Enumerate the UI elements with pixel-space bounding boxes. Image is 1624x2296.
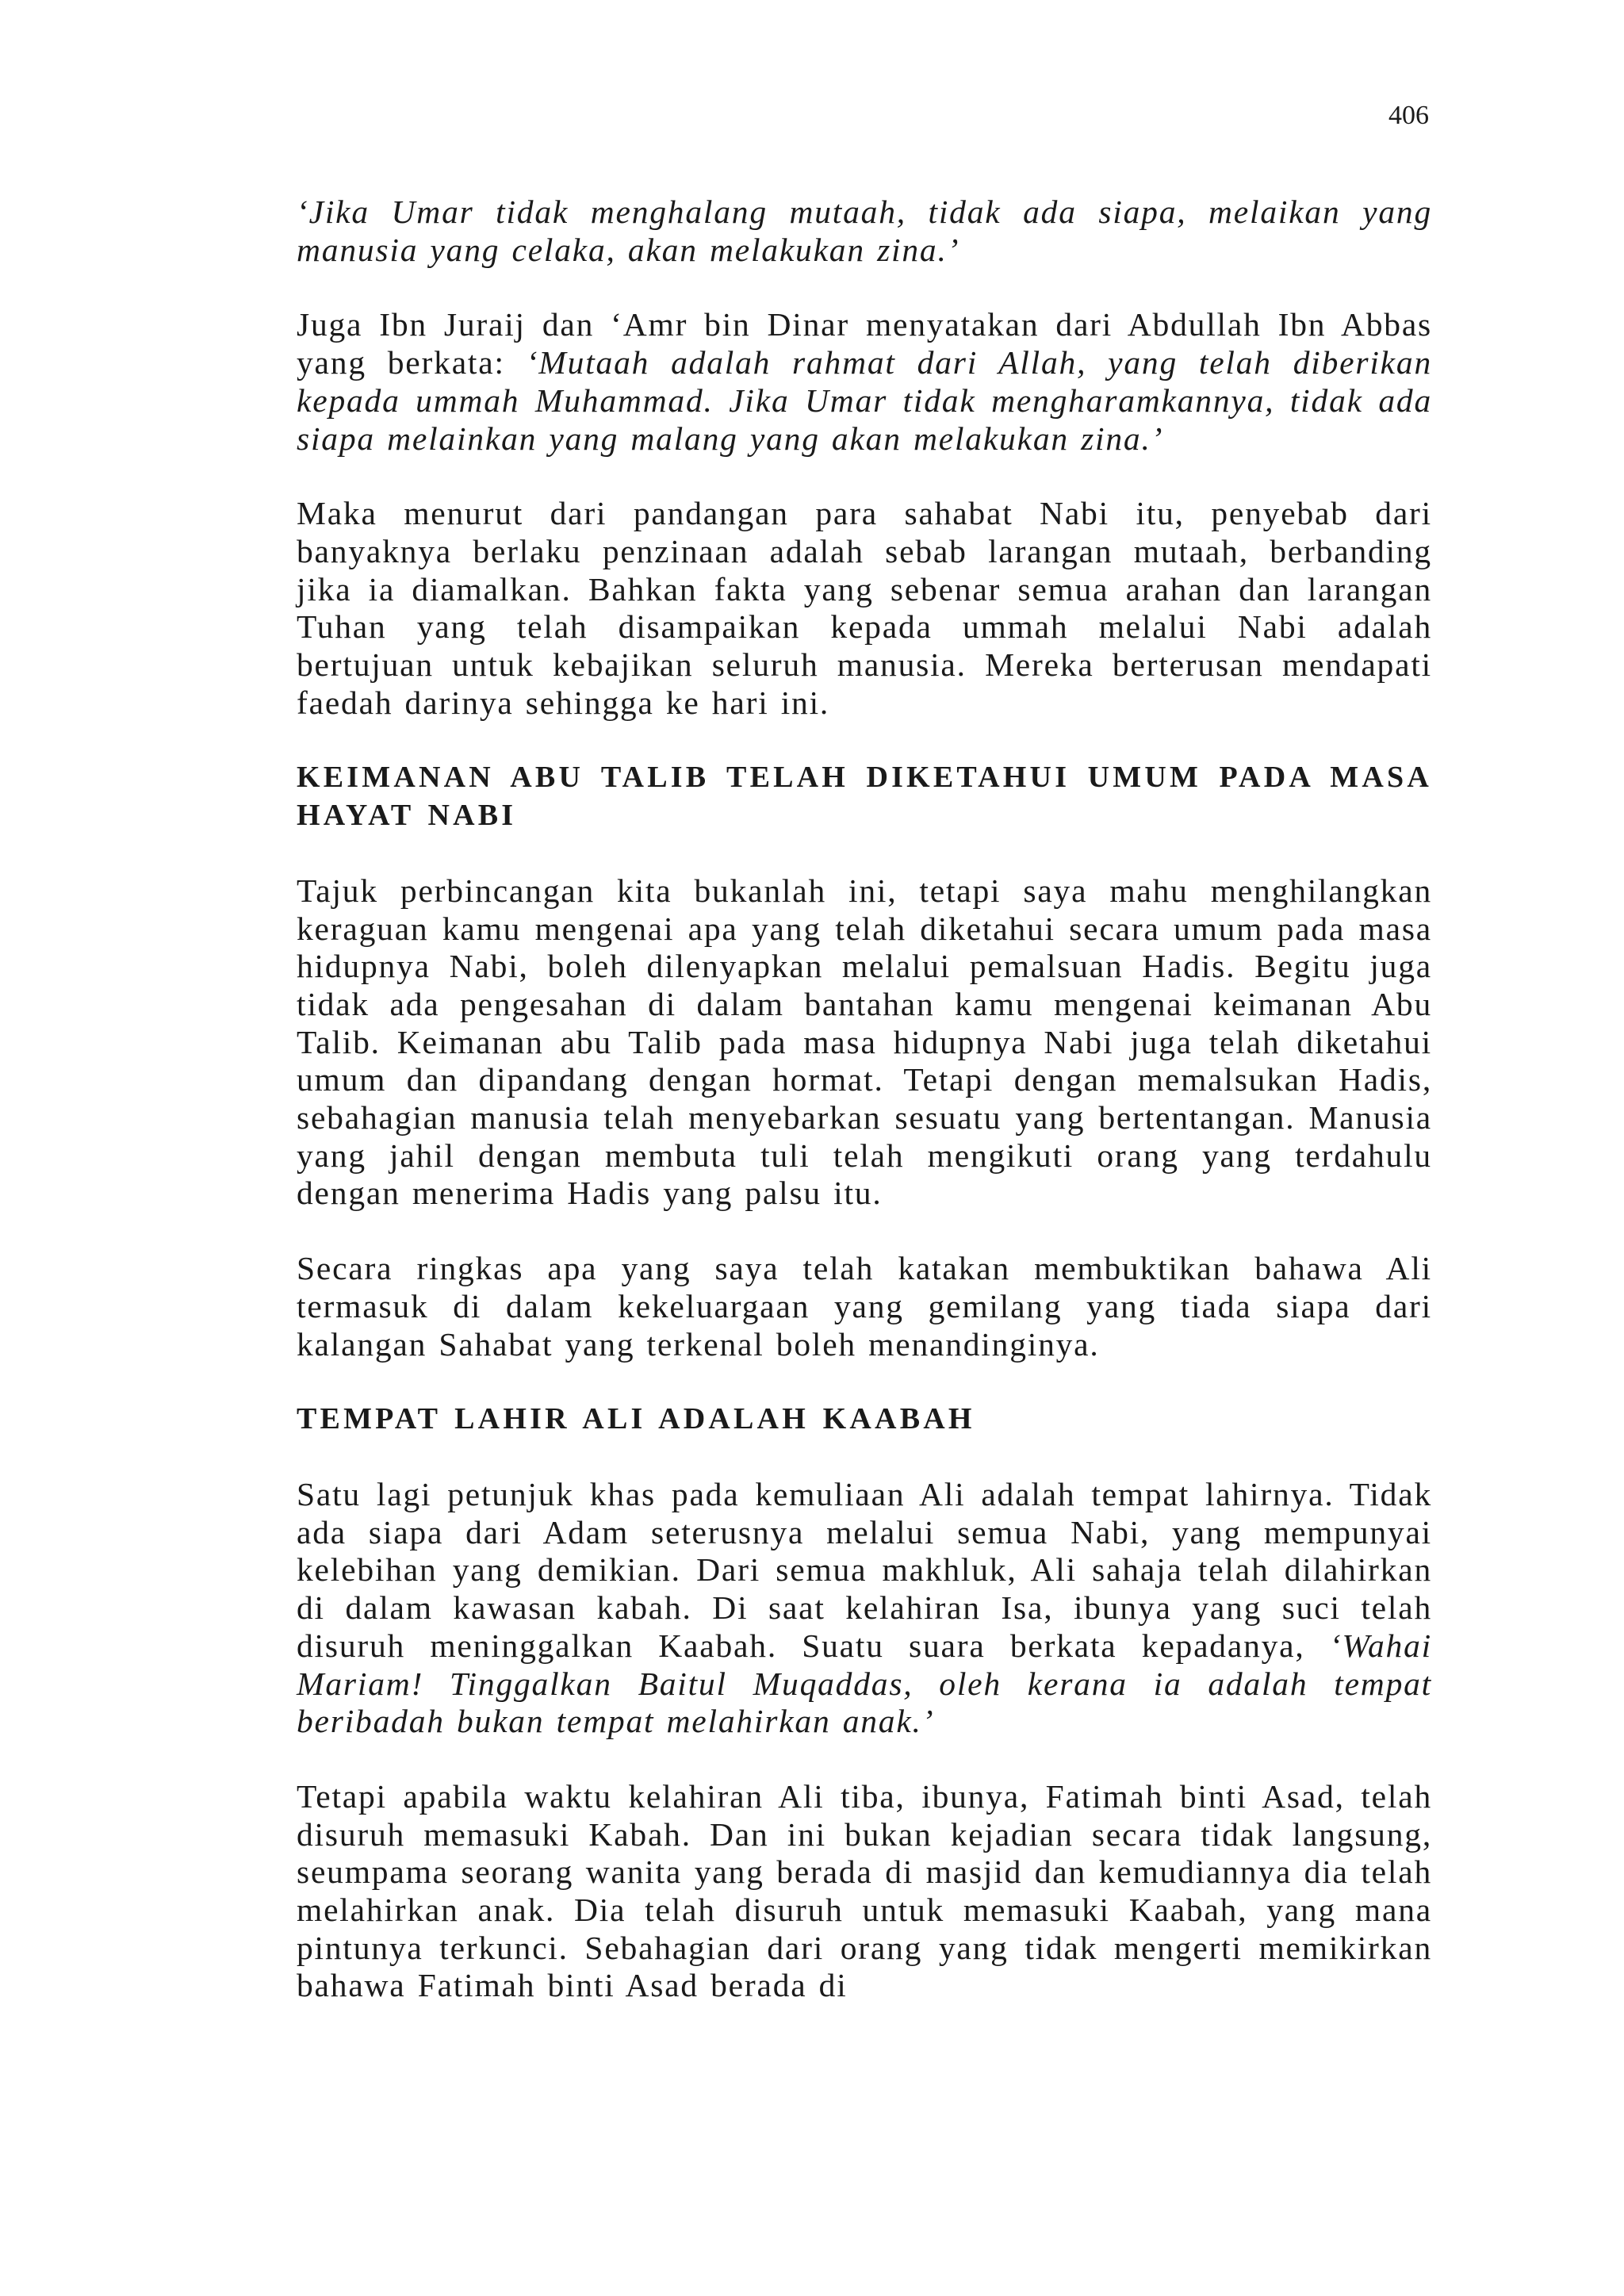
italic-quote: ‘Mutaah adalah rahmat dari Allah, yang telah diberikan kepada ummah Muhammad. Jika Umar tidak mengharamkannya, tidak ada siapa melainkan yang malang yang akan melakukan zina.’ [297,344,1432,457]
paragraph-text: Tajuk perbincangan kita bukanlah ini, tetapi saya mahu menghilangkan keraguan kamu mengenai apa yang telah diketahui secara umum pada masa hidupnya Nabi, boleh dilenyapkan melalui pemalsuan Hadis. Begitu juga tidak ada pengesahan di dalam bantahan kamu mengenai keimanan Abu Talib. Keimanan abu Talib pada masa hidupnya Nabi juga telah diketahui umum dan dipandang dengan hormat. Tetapi dengan memalsukan Hadis, sebahagian manusia telah menyebarkan sesuatu yang bertentangan. Manusia yang jahil dengan membuta tuli telah mengikuti orang yang terdahulu dengan menerima Hadis yang palsu itu. [297,872,1432,1212]
section-heading-kaabah: TEMPAT LAHIR ALI ADALAH KAABAH [297,1402,975,1436]
paragraph-sahabat-view [297,495,1432,722]
paragraph-text: Tetapi apabila waktu kelahiran Ali tiba, ibunya, Fatimah binti Asad, telah disuruh memasuki Kabah. Dan ini bukan kejadian secara tidak langsung, seumpama seorang wanita yang berada di masjid dan kemudiannya dia telah melahirkan anak. Dia telah disuruh untuk memasuki Kaabah, yang mana pintunya terkunci. Sebahagian dari orang yang tidak mengerti memikirkan bahawa Fatimah binti Asad berada di [297,1777,1432,2004]
paragraph-ibn-abbas [297,306,1432,458]
paragraph-text: Satu lagi petunjuk khas pada kemuliaan Ali adalah tempat lahirnya. Tidak ada siapa dari Adam seterusnya melalui semua Nabi, yang mempunyai kelebihan yang demikian. Dari semua makhluk, Ali sahaja telah dilahirkan di dalam kawasan kabah. Di saat kelahiran Isa, ibunya yang suci telah disuruh meninggalkan Kaabah. Suatu suara berkata kepadanya, [297,1475,1432,1664]
section-heading-abu-talib: KEIMANAN ABU TALIB TELAH DIKETAHUI UMUM PADA MASA HAYAT NABI [297,761,1432,833]
page-number: 406 [1388,101,1429,130]
paragraph-summary [297,1250,1432,1363]
paragraph-birthplace [297,1476,1432,1741]
italic-quote: ‘Jika Umar tidak menghalang mutaah, tidak ada siapa, melaikan yang manusia yang celaka, akan melakukan zina.’ [297,194,1432,268]
paragraph-text: Juga Ibn Juraij dan ‘Amr bin Dinar menyatakan dari Abdullah Ibn Abbas yang berkata: [297,306,1432,381]
paragraph-umar-quote [297,194,1432,269]
paragraph-text: Maka menurut dari pandangan para sahabat Nabi itu, penyebab dari banyaknya berlaku penzinaan adalah sebab larangan mutaah, berbanding jika ia diamalkan. Bahkan fakta yang sebenar semua arahan dan larangan Tuhan yang telah disampaikan kepada ummah melalui Nabi adalah bertujuan untuk kebajikan seluruh manusia. Mereka berterusan mendapati faedah darinya sehingga ke hari ini. [297,495,1432,721]
paragraph-abu-talib [297,872,1432,1213]
paragraph-fatimah [297,1778,1432,2005]
paragraph-text: Secara ringkas apa yang saya telah katakan membuktikan bahawa Ali termasuk di dalam kekeluargaan yang gemilang yang tiada siapa dari kalangan Sahabat yang terkenal boleh menandinginya. [297,1250,1432,1363]
italic-quote: ‘Wahai Mariam! Tinggalkan Baitul Muqaddas, oleh kerana ia adalah tempat beribadah bukan tempat melahirkan anak.’ [297,1627,1432,1740]
page-body [297,194,1432,2042]
